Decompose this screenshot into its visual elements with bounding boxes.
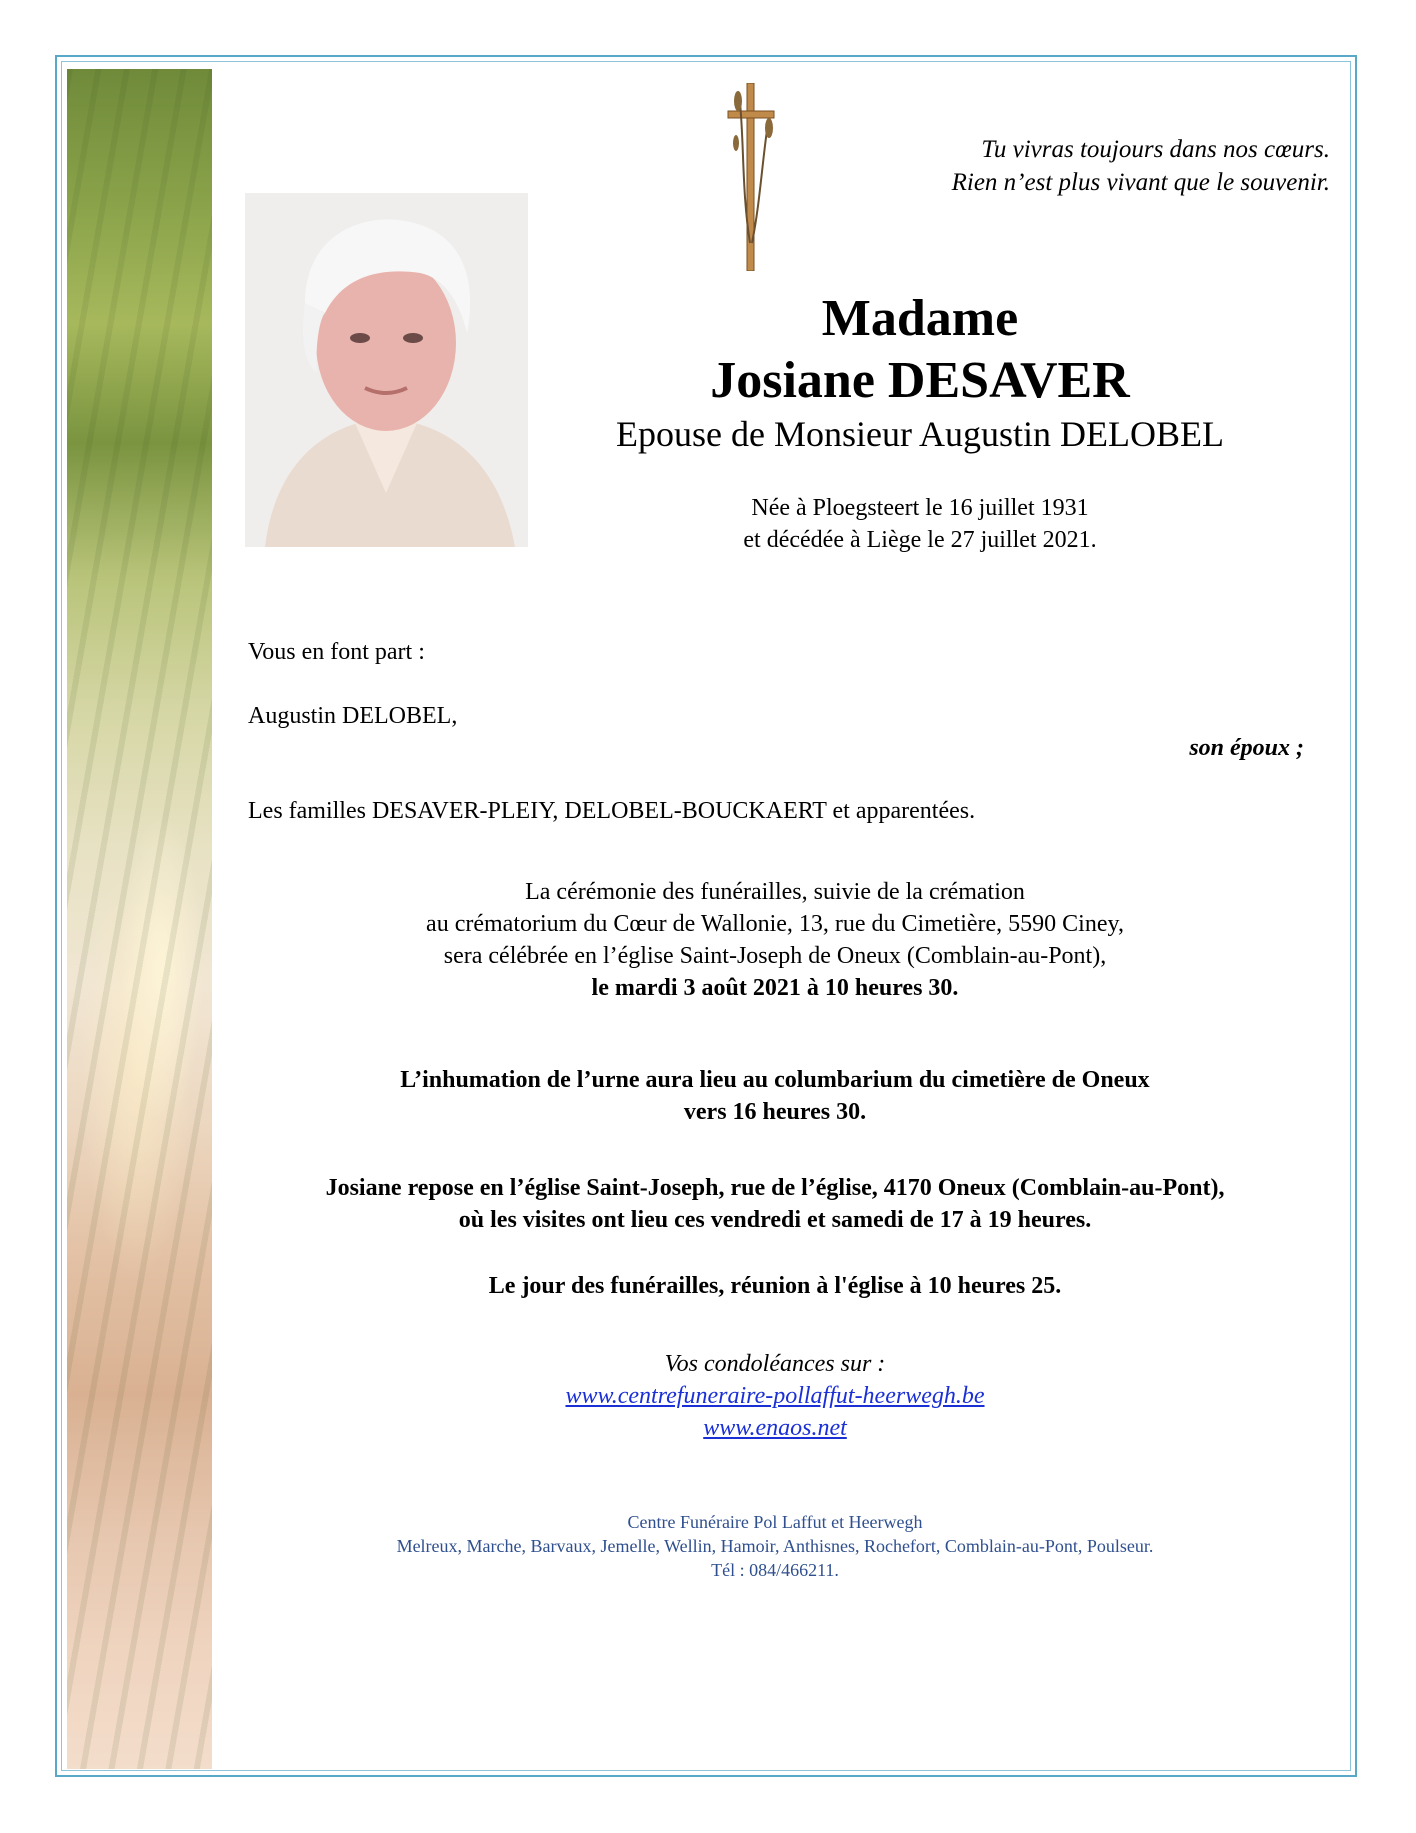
condolences-link-1[interactable]: www.centrefuneraire-pollaffut-heerwegh.be xyxy=(565,1383,985,1409)
portrait-photo xyxy=(245,193,528,547)
footer xyxy=(230,1510,1320,1582)
death-line: et décédée à Liège le 27 juillet 2021. xyxy=(743,527,1097,553)
footer-company: Centre Funéraire Pol Laffut et Heerwegh xyxy=(627,1512,923,1532)
announcement-intro: Vous en font part : xyxy=(248,639,425,665)
memorial-quote xyxy=(952,133,1330,199)
cross-icon xyxy=(722,83,782,271)
meeting-block xyxy=(230,1270,1320,1302)
ceremony-datetime: le mardi 3 août 2021 à 10 heures 30. xyxy=(591,975,959,1001)
honorific: Madame xyxy=(821,290,1019,347)
birth-line: Née à Ploegsteert le 16 juillet 1931 xyxy=(751,495,1089,521)
burial-line-2: vers 16 heures 30. xyxy=(683,1099,867,1125)
quote-line-1: Tu vivras toujours dans nos cœurs. xyxy=(981,136,1330,163)
ceremony-line-2: au crématorium du Cœur de Wallonie, 13, rue du Cimetière, 5590 Ciney, xyxy=(426,911,1124,937)
visitation-line-1: Josiane repose en l’église Saint-Joseph, rue de l’église, 4170 Oneux (Comblain-au-Pont), xyxy=(325,1175,1225,1201)
ceremony-line-1: La cérémonie des funérailles, suivie de la crémation xyxy=(525,879,1025,905)
condolences-link-2[interactable]: www.enaos.net xyxy=(703,1415,847,1441)
quote-line-2: Rien n’est plus vivant que le souvenir. xyxy=(951,169,1330,196)
families-line: Les familles DESAVER-PLEIY, DELOBEL-BOUCKAERT et apparentées. xyxy=(248,798,976,824)
deceased-name: Josiane DESAVER xyxy=(710,352,1130,409)
decorative-forest-strip xyxy=(67,69,212,1769)
spouse-name: Augustin DELOBEL, xyxy=(248,703,458,729)
life-dates xyxy=(540,492,1300,556)
visitation-line-2: où les visites ont lieu ces vendredi et samedi de 17 à 19 heures. xyxy=(458,1207,1092,1233)
visitation-block xyxy=(230,1172,1320,1236)
ceremony-block xyxy=(230,876,1320,1004)
deceased-name-block xyxy=(540,288,1300,456)
condolences-block xyxy=(230,1348,1320,1444)
ceremony-line-3: sera célébrée en l’église Saint-Joseph de Oneux (Comblain-au-Pont), xyxy=(443,943,1107,969)
burial-line-1: L’inhumation de l’urne aura lieu au columbarium du cimetière de Oneux xyxy=(400,1067,1150,1093)
burial-block xyxy=(230,1064,1320,1128)
meeting-line: Le jour des funérailles, réunion à l'église à 10 heures 25. xyxy=(488,1273,1062,1299)
footer-phone: Tél : 084/466211. xyxy=(711,1560,839,1580)
spouse-role: son époux ; xyxy=(1189,735,1304,761)
spouse-line: Epouse de Monsieur Augustin DELOBEL xyxy=(616,414,1224,454)
condolences-label: Vos condoléances sur : xyxy=(664,1351,886,1377)
footer-locations: Melreux, Marche, Barvaux, Jemelle, Wellin, Hamoir, Anthisnes, Rochefort, Comblain-au-Pont, Poulseur. xyxy=(396,1536,1154,1556)
